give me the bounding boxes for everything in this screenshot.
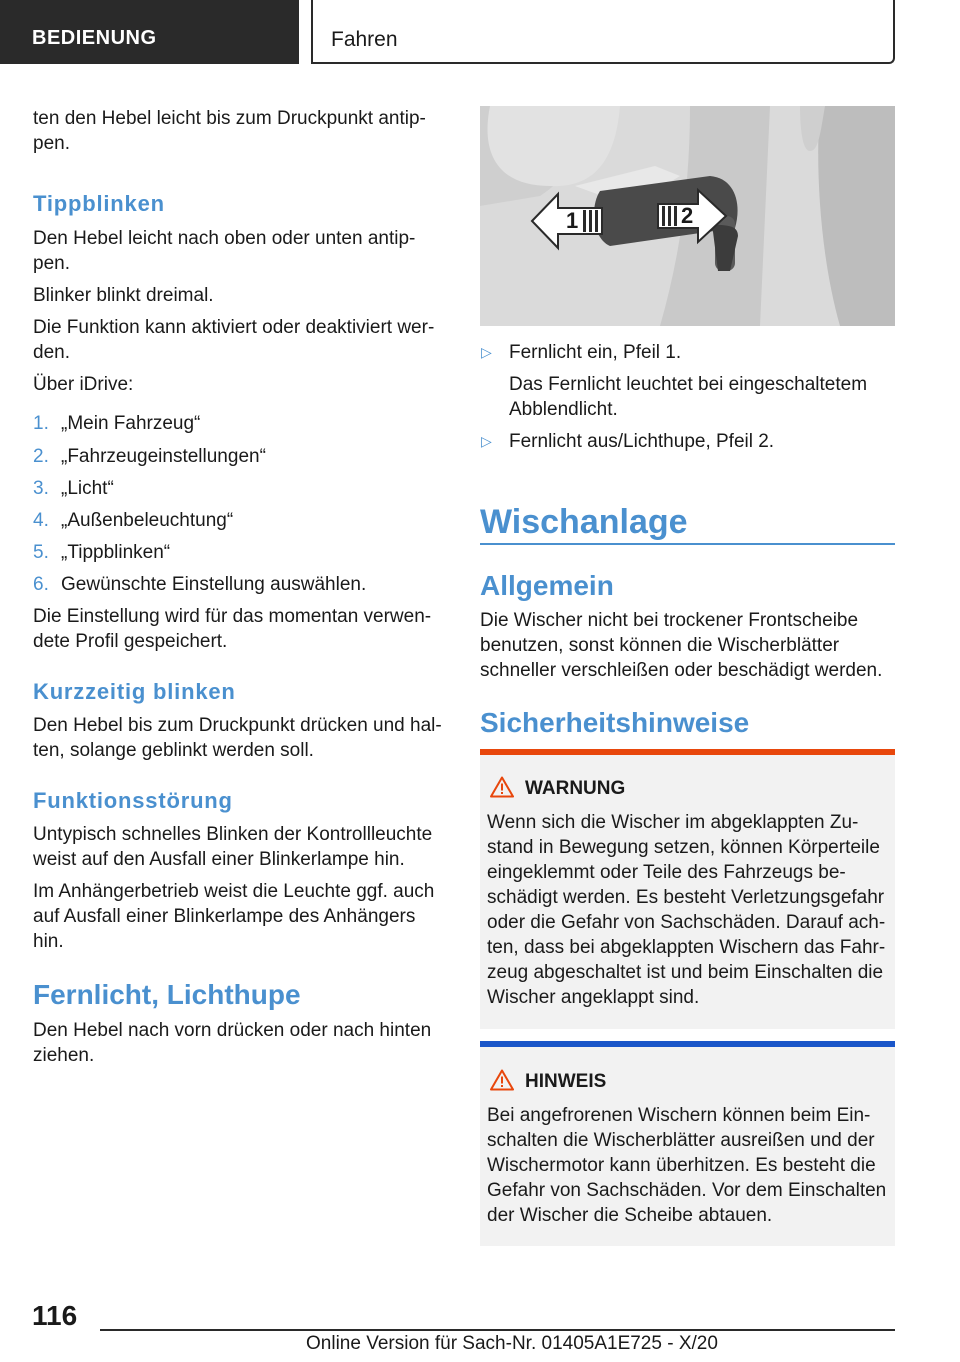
list-number: 2. (33, 446, 49, 467)
list-item (33, 411, 200, 436)
list-text: „Tippblinken“ (61, 542, 171, 563)
heading-kurzzeitig: Kurzzeitig blinken (33, 679, 236, 704)
list-number: 3. (33, 478, 49, 499)
list-text: „Licht“ (61, 478, 114, 499)
bullet-icon: ▷ (481, 344, 492, 360)
intro-line-1: ten den Hebel leicht bis zum Druckpunkt antip- (33, 108, 426, 129)
bullet-icon: ▷ (481, 433, 492, 449)
tipp-p5-line-1: Die Einstellung wird für das momentan verwen- (33, 606, 432, 627)
list-text: Gewünschte Einstellung auswählen. (61, 574, 367, 595)
heading-fernlicht: Fernlicht, Lichthupe (33, 979, 301, 1010)
notice-text (487, 1103, 889, 1228)
stoer-p2-line-2: auf Ausfall einer Blinkerlampe des Anhängers (33, 906, 416, 927)
bullet-2-text: Fernlicht aus/Lichthupe, Pfeil 2. (509, 431, 775, 452)
list-item (33, 540, 170, 565)
arrow-label-2: 2 (681, 203, 694, 228)
bullet-1-sub-line-1: Das Fernlicht leuchtet bei eingeschaltetem (509, 374, 868, 395)
list-text: „Außenbeleuchtung“ (61, 510, 234, 531)
fern-line-1: Den Hebel nach vorn drücken oder nach hinten (33, 1020, 432, 1041)
notice-box (480, 1041, 895, 1246)
stoer-p2-line-3: hin. (33, 931, 64, 952)
stoer-p1-line-1: Untypisch schnelles Blinken der Kontrollleuchte (33, 824, 433, 845)
warning-box (480, 749, 895, 1029)
warning-line: eingeklemmt oder Teile des Fahrzeugs be- (487, 862, 846, 883)
page-number: 116 (32, 1300, 78, 1331)
tipp-p1-line-2: pen. (33, 253, 70, 274)
warning-line: Wenn sich die Wischer im abgeklappten Zu- (487, 812, 859, 833)
warning-bar (480, 749, 895, 755)
list-item (33, 444, 266, 469)
warning-triangle-icon (490, 776, 514, 798)
warning-line: ten, dass bei abgeklappten Wischern das Fahr- (487, 937, 886, 958)
list-text: „Fahrzeugeinstellungen“ (61, 446, 266, 467)
heading-wischanlage: Wischanlage (480, 503, 688, 541)
list-number: 1. (33, 413, 49, 434)
notice-line: der Wischer die Scheibe abtauen. (487, 1205, 773, 1226)
heading-sicherheit: Sicherheitshinweise (480, 707, 750, 738)
lever-illustration (480, 106, 895, 326)
tipp-p3-line-1: Die Funktion kann aktiviert oder deaktiviert wer- (33, 317, 435, 338)
heading-stoerung: Funktionsstörung (33, 788, 233, 813)
bullet-1-text: Fernlicht ein, Pfeil 1. (509, 342, 682, 363)
chapter-title: Fahren (311, 0, 895, 64)
notice-line: Gefahr von Sachschäden. Vor dem Einschalten (487, 1180, 887, 1201)
stoer-p2-line-1: Im Anhängerbetrieb weist die Leuchte ggf. auch (33, 881, 435, 902)
list-number: 4. (33, 510, 49, 531)
warning-line: schädigt werden. Es besteht Verletzungsgefahr (487, 887, 885, 908)
kurz-line-1: Den Hebel bis zum Druckpunkt drücken und hal- (33, 715, 442, 736)
list-number: 6. (33, 574, 49, 595)
notice-triangle-icon (490, 1069, 514, 1091)
arrow-label-1: 1 (566, 208, 579, 233)
warning-line: stand in Bewegung setzen, können Körperteile (487, 837, 880, 858)
list-item (33, 572, 366, 597)
warning-text (487, 810, 889, 1010)
tipp-p4: Über iDrive: (33, 374, 134, 395)
allg-line-1: Die Wischer nicht bei trockener Frontscheibe (480, 610, 859, 631)
warning-line: zeug abgeschaltet ist und beim Einschalten die (487, 962, 884, 983)
heading-allgemein: Allgemein (480, 570, 614, 601)
notice-line: Wischermotor kann überhitzen. Es besteht die (487, 1155, 876, 1176)
section-tab: BEDIENUNG (0, 0, 299, 64)
list-number: 5. (33, 542, 49, 563)
allg-line-2: benutzen, sonst können die Wischerblätter (480, 635, 840, 656)
list-item (33, 476, 114, 501)
lever-drawing (480, 106, 895, 326)
notice-line: schalten die Wischerblätter ausreißen und der (487, 1130, 875, 1151)
footer-text: Online Version für Sach-Nr. 01405A1E725 - X/20 (306, 1333, 718, 1354)
warning-title: WARNUNG (525, 778, 626, 799)
fern-line-2: ziehen. (33, 1045, 95, 1066)
list-item (33, 508, 233, 533)
tipp-p3-line-2: den. (33, 342, 70, 363)
list-text: „Mein Fahrzeug“ (61, 413, 201, 434)
bullet-1-sub-line-2: Abblendlicht. (509, 399, 618, 420)
heading-rule (480, 543, 895, 545)
tipp-p1-line-1: Den Hebel leicht nach oben oder unten antip- (33, 228, 416, 249)
tipp-p2: Blinker blinkt dreimal. (33, 285, 214, 306)
notice-line: Bei angefrorenen Wischern können beim Ein- (487, 1105, 871, 1126)
warning-line: Wischer angeklappt sind. (487, 987, 700, 1008)
notice-bar (480, 1041, 895, 1047)
warning-line: oder die Gefahr von Sachschäden. Darauf ach- (487, 912, 886, 933)
tipp-p5-line-2: dete Profil gespeichert. (33, 631, 228, 652)
heading-tippblinken: Tippblinken (33, 191, 165, 216)
kurz-line-2: ten, solange geblinkt werden soll. (33, 740, 314, 761)
stoer-p1-line-2: weist auf den Ausfall einer Blinkerlampe hin. (33, 849, 405, 870)
notice-title: HINWEIS (525, 1071, 607, 1092)
allg-line-3: schneller verschleißen oder beschädigt werden. (480, 660, 883, 681)
intro-line-2: pen. (33, 133, 70, 154)
footer-rule (100, 1329, 895, 1331)
